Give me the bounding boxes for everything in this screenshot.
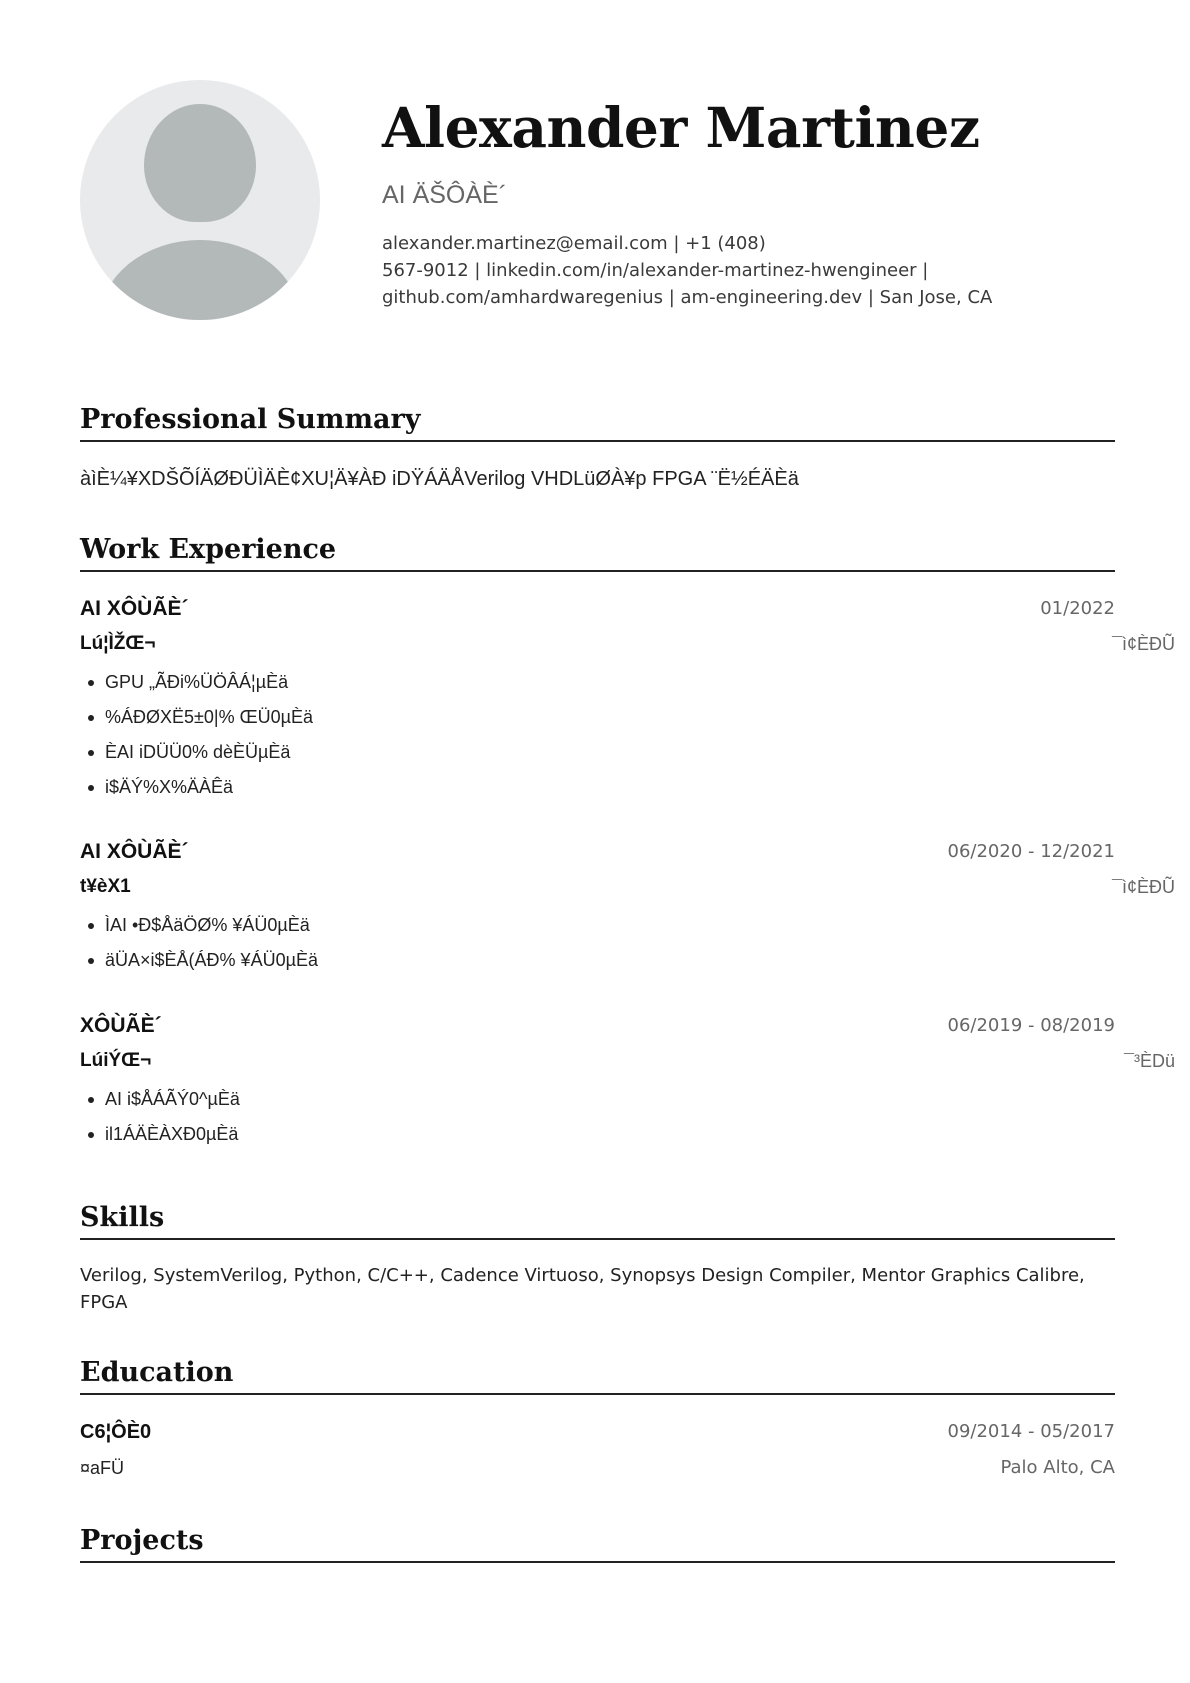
candidate-name: Alexander Martinez xyxy=(382,95,980,160)
job-bullet: AI i$ÅÁÃÝ0^µÈä xyxy=(105,1082,240,1117)
job-date: 06/2019 - 08/2019 xyxy=(947,1015,1115,1036)
job-bullet: ÈAI iDÜÜ0% dèÈÜµÈä xyxy=(105,735,313,770)
education-school: C6¦ÔÈ0 xyxy=(80,1421,152,1443)
contact-line: alexander.martinez@email.com | +1 (408) xyxy=(382,233,766,254)
job-bullet: äÜA×i$ÈÅ(ÁÐ% ¥ÁÜ0µÈä xyxy=(105,943,318,978)
job-role: AI XÔÙÃÈ´ xyxy=(80,840,189,863)
section-title-skills: Skills xyxy=(80,1200,1115,1240)
job-company: Lú¦ÌŽŒ¬ xyxy=(80,633,156,654)
candidate-title: AI ÄŠÔÀÈ´ xyxy=(382,181,508,209)
job-bullet: il1ÁÄÈÀXÐ0µÈä xyxy=(105,1117,240,1152)
skills-text: Verilog, SystemVerilog, Python, C/C++, Cadence Virtuoso, Synopsys Design Compiler, Mentor Graphics Calibre, FPGA xyxy=(80,1265,1085,1313)
job-location: ¯³ÈDü xyxy=(1124,1051,1175,1071)
section-title-projects: Projects xyxy=(80,1523,1115,1563)
job-company: LúiÝŒ¬ xyxy=(80,1050,152,1071)
education-date: 09/2014 - 05/2017 xyxy=(947,1421,1115,1442)
section-title-summary: Professional Summary xyxy=(80,402,1115,442)
contact-info xyxy=(382,230,1042,311)
job-company: t¥èX1 xyxy=(80,876,131,897)
contact-line: github.com/amhardwaregenius | am-engineering.dev | San Jose, CA xyxy=(382,287,993,308)
section-title-education: Education xyxy=(80,1355,1115,1395)
job-date: 06/2020 - 12/2021 xyxy=(947,841,1115,862)
contact-line: 567-9012 | linkedin.com/in/alexander-martinez-hwengineer | xyxy=(382,260,929,281)
job-bullet: ÌAI •Ð$ÅäÖØ% ¥ÁÜ0µÈä xyxy=(105,908,318,943)
avatar-body-shape xyxy=(100,240,300,320)
section-title-experience: Work Experience xyxy=(80,532,1115,572)
job-bullet: GPU „ÃÐi%ÜÖÂÁ¦µÈä xyxy=(105,665,313,700)
job-bullet: %ÁÐØXË5±0|% ŒÜ0µÈä xyxy=(105,700,313,735)
education-entry xyxy=(80,1418,1115,1488)
education-location: Palo Alto, CA xyxy=(1000,1457,1115,1478)
job-bullets xyxy=(80,665,313,805)
job-location: ¯ì¢ÈÐŨ xyxy=(1112,634,1175,654)
job-bullets xyxy=(80,908,318,978)
job-location: ¯ì¢ÈÐŨ xyxy=(1112,877,1175,897)
summary-text: àìÈ¼¥XDŠÕÍÄØÐÜÌÄÈ¢XU¦Ä¥ÀÐ iDŸÁÄÅVerilog VHDLüØÀ¥p FPGA ¨Ë½ÉÄÈä xyxy=(80,468,799,490)
job-date: 01/2022 xyxy=(1040,598,1115,619)
avatar-placeholder xyxy=(80,80,320,320)
avatar-head-shape xyxy=(144,104,256,222)
job-bullets xyxy=(80,1082,240,1152)
education-degree: ¤aFÜ xyxy=(80,1458,125,1478)
job-bullet: i$ÄÝ%X%ÄÀÊä xyxy=(105,770,313,805)
job-role: XÔÙÃÈ´ xyxy=(80,1014,162,1037)
job-role: AI XÔÙÃÈ´ xyxy=(80,597,189,620)
